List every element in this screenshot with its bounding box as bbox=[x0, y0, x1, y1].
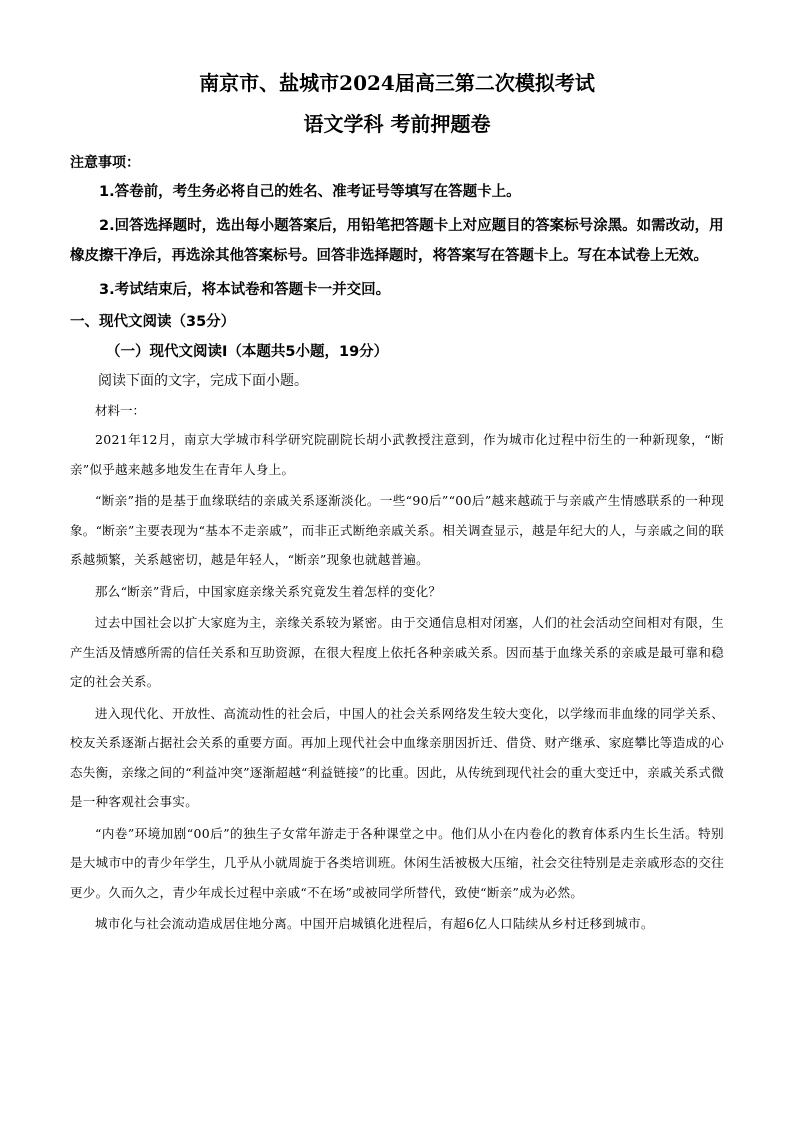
passage-paragraph: “断亲”指的是基于血缘联结的亲戚关系逐渐淡化。一些“90后”“00后”越来越疏于与亲戚产生情感联系的一种现象。“断亲”主要表现为“基本不走亲戚”，而非正式断绝亲戚关系。相关调查显示，越是年纪大的人，与亲戚之间的联系越频繁，关系越密切，越是年轻人，“断亲”现象也就越普遍。 bbox=[70, 493, 724, 567]
notice-heading: 注意事项： bbox=[70, 155, 140, 171]
passage-paragraph: “内卷”环境加剧“00后”的独生子女常年游走于各种课堂之中。他们从小在内卷化的教育体系内生长生活。特别是大城市中的青少年学生，几乎从小就周旋于各类培训班。休闲生活被极大压缩，社会交往特别是走亲戚形态的交往更少。久而久之，青少年成长过程中亲戚“不在场”或被同学所替代，致使“断亲”成为必然。 bbox=[70, 825, 724, 900]
exam-subtitle: 语文学科 考前押题卷 bbox=[303, 112, 491, 136]
subsection-heading: （一）现代文阅读Ⅰ（本题共5小题，19分） bbox=[106, 344, 389, 360]
passage-paragraph: 那么“断亲”背后，中国家庭亲缘关系究竟发生着怎样的变化？ bbox=[95, 583, 442, 599]
exam-title: 南京市、盐城市2024届高三第二次模拟考试 bbox=[199, 71, 595, 95]
section-heading: 一、现代文阅读（35分） bbox=[70, 314, 236, 330]
notice-item: 2.回答选择题时，选出每小题答案后，用铅笔把答题卡上对应题目的答案标号涂黑。如需改动，用橡皮擦干净后，再选涂其他答案标号。回答非选择题时，将答案写在答题卡上。写在本试卷上无效。 bbox=[70, 218, 724, 264]
passage-paragraph: 进入现代化、开放性、高流动性的社会后，中国人的社会关系网络发生较大变化，以学缘而非血缘的同学关系、校友关系逐渐占据社会关系的重要方面。再加上现代社会中血缘亲朋因折迁、借贷、财产继承、家庭攀比等造成的心态失衡，亲缘之间的“利益冲突”逐渐超越“利益链接”的比重。因此，从传统到现代社会的重大变迁中，亲戚关系式微是一种客观社会事实。 bbox=[70, 705, 724, 809]
passage-paragraph: 过去中国社会以扩大家庭为主，亲缘关系较为紧密。由于交通信息相对闭塞，人们的社会活动空间相对有限，生产生活及情感所需的信任关系和互助资源，在很大程度上依托各种亲戚关系。因而基于血缘关系的亲戚是最可靠和稳定的社会关系。 bbox=[70, 615, 724, 689]
reading-instruction: 阅读下面的文字，完成下面小题。 bbox=[98, 373, 308, 389]
passage-paragraph: 2021年12月，南京大学城市科学研究院副院长胡小武教授注意到，作为城市化过程中衍生的一种新现象，“断亲”似乎越来越多地发生在青年人身上。 bbox=[70, 432, 724, 477]
notice-item: 1.答卷前，考生务必将自己的姓名、准考证号等填写在答题卡上。 bbox=[99, 184, 521, 200]
passage-paragraph: 城市化与社会流动造成居住地分离。中国开启城镇化进程后，有超6亿人口陆续从乡村迁移到城市。 bbox=[95, 916, 654, 931]
notice-item: 3.考试结束后，将本试卷和答题卡一并交回。 bbox=[99, 282, 391, 298]
material-label: 材料一： bbox=[95, 403, 146, 418]
